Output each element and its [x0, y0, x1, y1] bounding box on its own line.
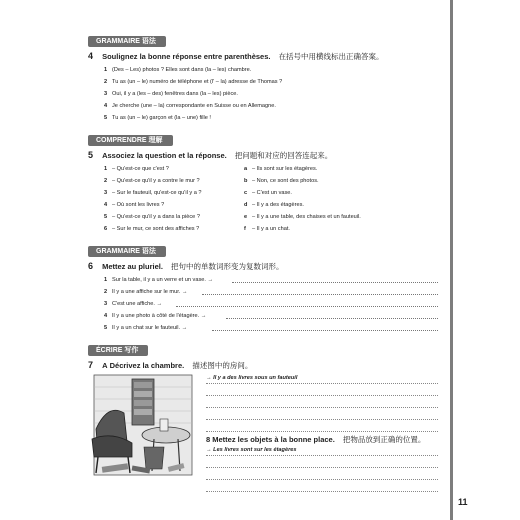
section-grammaire-4	[88, 30, 438, 124]
exercise-item	[104, 100, 438, 112]
exercise-title	[206, 435, 438, 445]
answer-line[interactable]	[232, 282, 438, 283]
item-text: Tu as (un – le) garçon et (la – une) fille !	[112, 115, 211, 121]
answer-text: – Non, ce sont des photos.	[252, 178, 319, 184]
writing-area	[88, 373, 438, 481]
exercise-item	[104, 298, 438, 310]
question-number: 6	[104, 226, 108, 232]
part-b	[206, 435, 438, 492]
example-answer: → Il y a des livres sous un fauteuil	[206, 373, 438, 384]
answer-text: – Il y a un chat.	[252, 226, 290, 232]
question-text: – Qu'est-ce que c'est ?	[112, 166, 169, 172]
matching-row	[104, 187, 438, 199]
room-illustration	[88, 373, 198, 479]
item-number: 1	[104, 67, 108, 73]
item-text: (Des – Les) photos ? Elles sont dans (la – les) chambre.	[112, 67, 252, 73]
answer-line[interactable]	[202, 294, 438, 295]
exercise-item	[104, 64, 438, 76]
part-a-lines	[206, 373, 438, 432]
answer-line[interactable]	[212, 330, 438, 331]
exercise-item	[104, 274, 438, 286]
section-banner: GRAMMAIRE 语法	[88, 36, 166, 47]
item-text: Tu as (un – le) numéro de téléphone et (l' – la) adresse de Thomas ?	[112, 79, 283, 85]
question-number: 1	[104, 166, 108, 172]
writing-line[interactable]	[206, 396, 438, 408]
exercise-number: 6	[88, 261, 94, 271]
page-number: 11	[458, 497, 468, 507]
example-answer: → Les livres sont sur les étagères	[206, 445, 438, 456]
question-text: – Sur le fauteuil, qu'est-ce qu'il y a ?	[112, 190, 202, 196]
exercise-instruction-zh: 把物品放到正确的位置。	[342, 435, 426, 444]
exercise-instruction-zh: 把问题和对应的回答连起来。	[234, 151, 333, 160]
exercise-instruction-fr: Soulignez la bonne réponse entre parenthèses.	[102, 52, 271, 61]
section-banner: ÉCRIRE 写作	[88, 345, 148, 356]
worksheet	[88, 30, 438, 481]
item-number: 1	[104, 277, 108, 283]
exercise-part-letter: A	[102, 361, 108, 370]
item-text: Il y a une photo à côté de l'étagère. →	[112, 313, 207, 319]
item-text: C'est une affiche. →	[112, 301, 163, 307]
question-number: 2	[104, 178, 108, 184]
section-ecrire-7	[88, 339, 438, 481]
answer-line[interactable]	[176, 306, 438, 307]
answer-letter: a	[244, 166, 248, 172]
exercise-instruction-fr: Décrivez la chambre.	[109, 361, 185, 370]
answer-text: – Ils sont sur les étagères.	[252, 166, 318, 172]
item-number: 4	[104, 103, 108, 109]
exercise-items	[88, 64, 438, 124]
exercise-instruction-zh: 把句中的单数词形变为复数词形。	[171, 262, 284, 271]
exercise-title	[88, 51, 438, 62]
writing-line[interactable]	[206, 456, 438, 468]
question-number: 3	[104, 190, 108, 196]
section-banner: GRAMMAIRE 语法	[88, 246, 166, 257]
exercise-number: 4	[88, 51, 94, 61]
item-number: 5	[104, 115, 108, 121]
section-grammaire-6	[88, 240, 438, 334]
exercise-instruction-zh: 在括号中用横线标出正确答案。	[278, 52, 384, 61]
exercise-title	[88, 261, 438, 272]
item-number: 3	[104, 301, 108, 307]
answer-letter: f	[244, 226, 246, 232]
question-number: 5	[104, 214, 108, 220]
item-number: 2	[104, 79, 108, 85]
question-number: 4	[104, 202, 108, 208]
item-number: 4	[104, 313, 108, 319]
item-text: Oui, il y a (les – des) fenêtres dans (la – les) pièce.	[112, 91, 238, 97]
exercise-items	[88, 274, 438, 334]
question-text: – Où sont les livres ?	[112, 202, 165, 208]
exercise-item	[104, 322, 438, 334]
matching-row	[104, 163, 438, 175]
question-text: – Sur le mur, ce sont des affiches ?	[112, 226, 200, 232]
exercise-item	[104, 112, 438, 124]
answer-letter: c	[244, 190, 248, 196]
exercise-item	[104, 76, 438, 88]
writing-line[interactable]	[206, 408, 438, 420]
item-text: Je cherche (une – la) correspondante en Suisse ou en Allemagne.	[112, 103, 276, 109]
answer-letter: e	[244, 214, 248, 220]
exercise-item	[104, 310, 438, 322]
answer-text: – C'est un vase.	[252, 190, 292, 196]
writing-line[interactable]	[206, 384, 438, 396]
answer-letter: b	[244, 178, 248, 184]
matching-row	[104, 175, 438, 187]
section-comprendre-5	[88, 129, 438, 235]
question-text: – Qu'est-ce qu'il y a contre le mur ?	[112, 178, 200, 184]
exercise-item	[104, 88, 438, 100]
writing-line[interactable]	[206, 468, 438, 480]
matching-row	[104, 211, 438, 223]
answer-text: – Il y a une table, des chaises et un fauteuil.	[252, 214, 361, 220]
item-text: Sur la table, il y a un verre et un vase. →	[112, 277, 214, 283]
exercise-title	[88, 360, 438, 371]
exercise-instruction-zh: 描述图中的房间。	[192, 361, 253, 370]
answer-line[interactable]	[226, 318, 438, 319]
exercise-title	[88, 150, 438, 161]
item-number: 2	[104, 289, 108, 295]
exercise-instruction-fr: Mettez les objets à la bonne place.	[212, 435, 335, 444]
section-banner: COMPRENDRE 理解	[88, 135, 173, 146]
writing-line[interactable]	[206, 420, 438, 432]
exercise-number: 5	[88, 150, 94, 160]
item-number: 3	[104, 91, 108, 97]
question-text: – Qu'est-ce qu'il y a dans la pièce ?	[112, 214, 200, 220]
matching-items	[88, 163, 438, 235]
exercise-number: 7	[88, 360, 94, 370]
exercise-number: 8	[206, 435, 211, 444]
page-edge-line	[450, 0, 453, 520]
matching-row	[104, 199, 438, 211]
item-text: Il y a une affiche sur le mur. →	[112, 289, 188, 295]
writing-line[interactable]	[206, 480, 438, 492]
exercise-item	[104, 286, 438, 298]
matching-row	[104, 223, 438, 235]
answer-text: – Il y a des étagères.	[252, 202, 304, 208]
item-text: Il y a un chat sur le fauteuil. →	[112, 325, 188, 331]
answer-letter: d	[244, 202, 248, 208]
exercise-instruction-fr: Mettez au pluriel.	[102, 262, 163, 271]
item-number: 5	[104, 325, 108, 331]
exercise-instruction-fr: Associez la question et la réponse.	[102, 151, 227, 160]
